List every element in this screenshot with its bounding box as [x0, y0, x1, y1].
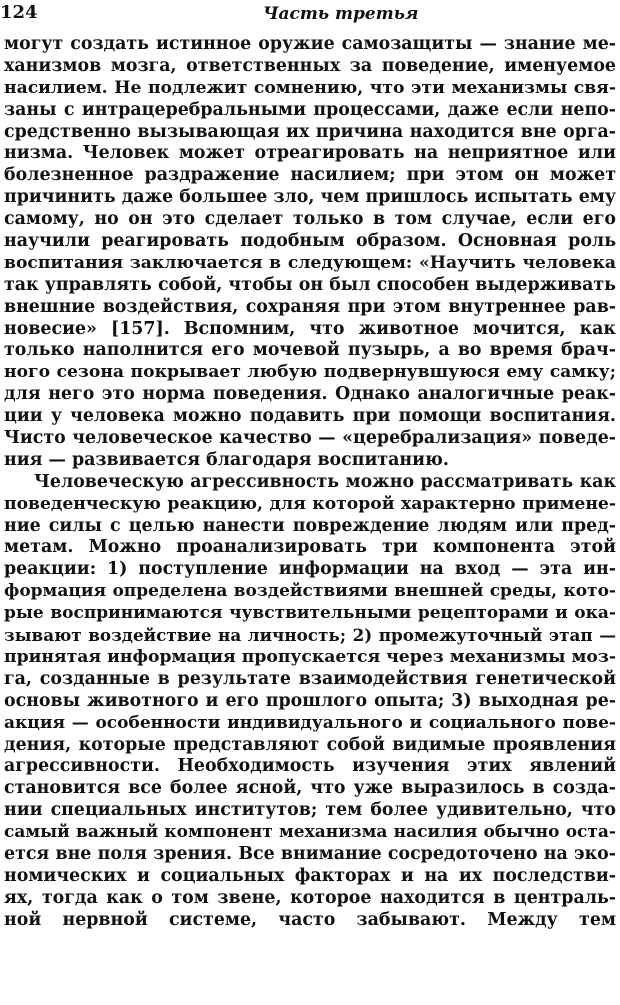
paragraph-2: [4, 472, 616, 932]
text-line: ного сезона покрывает любую подвернувшуюся ему самку;: [4, 362, 616, 383]
text-line: ханизмов мозга, ответственных за поведение, именуемое: [4, 55, 616, 76]
text-line: зывают воздействие на личность; 2) промежуточный этап —: [4, 625, 616, 646]
text-line: самый важный компонент механизма насилия обычно оста-: [4, 822, 616, 843]
text-line: болезненное раздражение насилием; при этом он может: [4, 165, 616, 186]
text-line: реакции: 1) поступление информации на вход — эта ин-: [4, 559, 616, 580]
text-line: Человеческую агрессивность можно рассматривать как: [34, 471, 616, 492]
text-line: низма. Человек может отреагировать на неприятное или: [4, 143, 616, 164]
text-line: агрессивности. Необходимость изучения этих явлений: [4, 756, 616, 777]
text-line: га, созданные в результате взаимодействия генетической: [4, 668, 616, 689]
text-line: самому, но он это сделает только в том случае, если его: [4, 209, 616, 230]
text-line: ется вне поля зрения. Все внимание сосредоточено на эко-: [4, 843, 616, 864]
text-line: научили реагировать подобным образом. Основная роль: [4, 231, 616, 252]
text-line: ной нервной системе, часто забывают. Между тем: [4, 909, 616, 930]
text-line: ние силы с целью нанести повреждение людям или пред-: [4, 515, 616, 536]
text-line: поведенческую реакцию, для которой характерно примене-: [4, 493, 616, 514]
text-line: могут создать истинное оружие самозащиты — знание ме-: [4, 34, 616, 54]
body-text: [4, 34, 616, 932]
text-line: только наполнится его мочевой пузырь, а во время брач-: [4, 340, 616, 361]
text-line: так управлять собой, чтобы он был способен выдерживать: [4, 274, 616, 295]
text-line: принятая информация пропускается через механизмы моз-: [4, 646, 616, 667]
text-line: новесие» [157]. Вспомним, что животное мочится, как: [4, 318, 616, 339]
text-line: основы животного и его прошлого опыта; 3) выходная ре-: [4, 690, 616, 711]
text-line: ния — развивается благодаря воспитанию.: [4, 449, 449, 470]
text-line: для него это норма поведения. Однако аналогичные реак-: [4, 384, 616, 405]
text-line: нии специальных институтов; тем более удивительно, что: [4, 800, 616, 821]
text-line: дения, которые представляют собой видимые проявления: [4, 734, 616, 755]
text-line: метам. Можно проанализировать три компонента этой: [4, 537, 616, 558]
text-line: Чисто человеческое качество — «церебрализация» поведе-: [4, 428, 616, 449]
text-line: рые воспринимаются чувствительными рецепторами и ока-: [4, 603, 616, 624]
text-line: средственно вызывающая их причина находится вне орга-: [4, 121, 616, 142]
text-line: насилием. Не подлежит сомнению, что эти механизмы свя-: [4, 77, 616, 98]
text-line: заны с интрацеребральными процессами, даже если непо-: [4, 99, 616, 120]
running-head: [0, 2, 620, 28]
text-line: причинить даже большее зло, чем пришлось испытать ему: [4, 187, 616, 208]
text-line: ях, тогда как о том звене, которое находится в централь-: [4, 887, 616, 908]
text-line: становится все более ясной, что уже выразилось в созда-: [4, 778, 616, 799]
text-line: формация определена воздействиями внешней среды, кото-: [4, 581, 616, 602]
paragraph-1: [4, 34, 616, 472]
text-line: номических и социальных факторах и на их последстви-: [4, 865, 616, 886]
page-number: 124: [0, 2, 38, 23]
text-line: воспитания заключается в следующем: «Научить человека: [4, 252, 616, 273]
text-line: внешние воздействия, сохраняя при этом внутреннее рав-: [4, 296, 616, 317]
text-line: ции у человека можно подавить при помощи воспитания.: [4, 406, 616, 427]
running-head-title: Часть третья: [263, 4, 419, 24]
text-line: акция — особенности индивидуального и социального пове-: [4, 712, 616, 733]
